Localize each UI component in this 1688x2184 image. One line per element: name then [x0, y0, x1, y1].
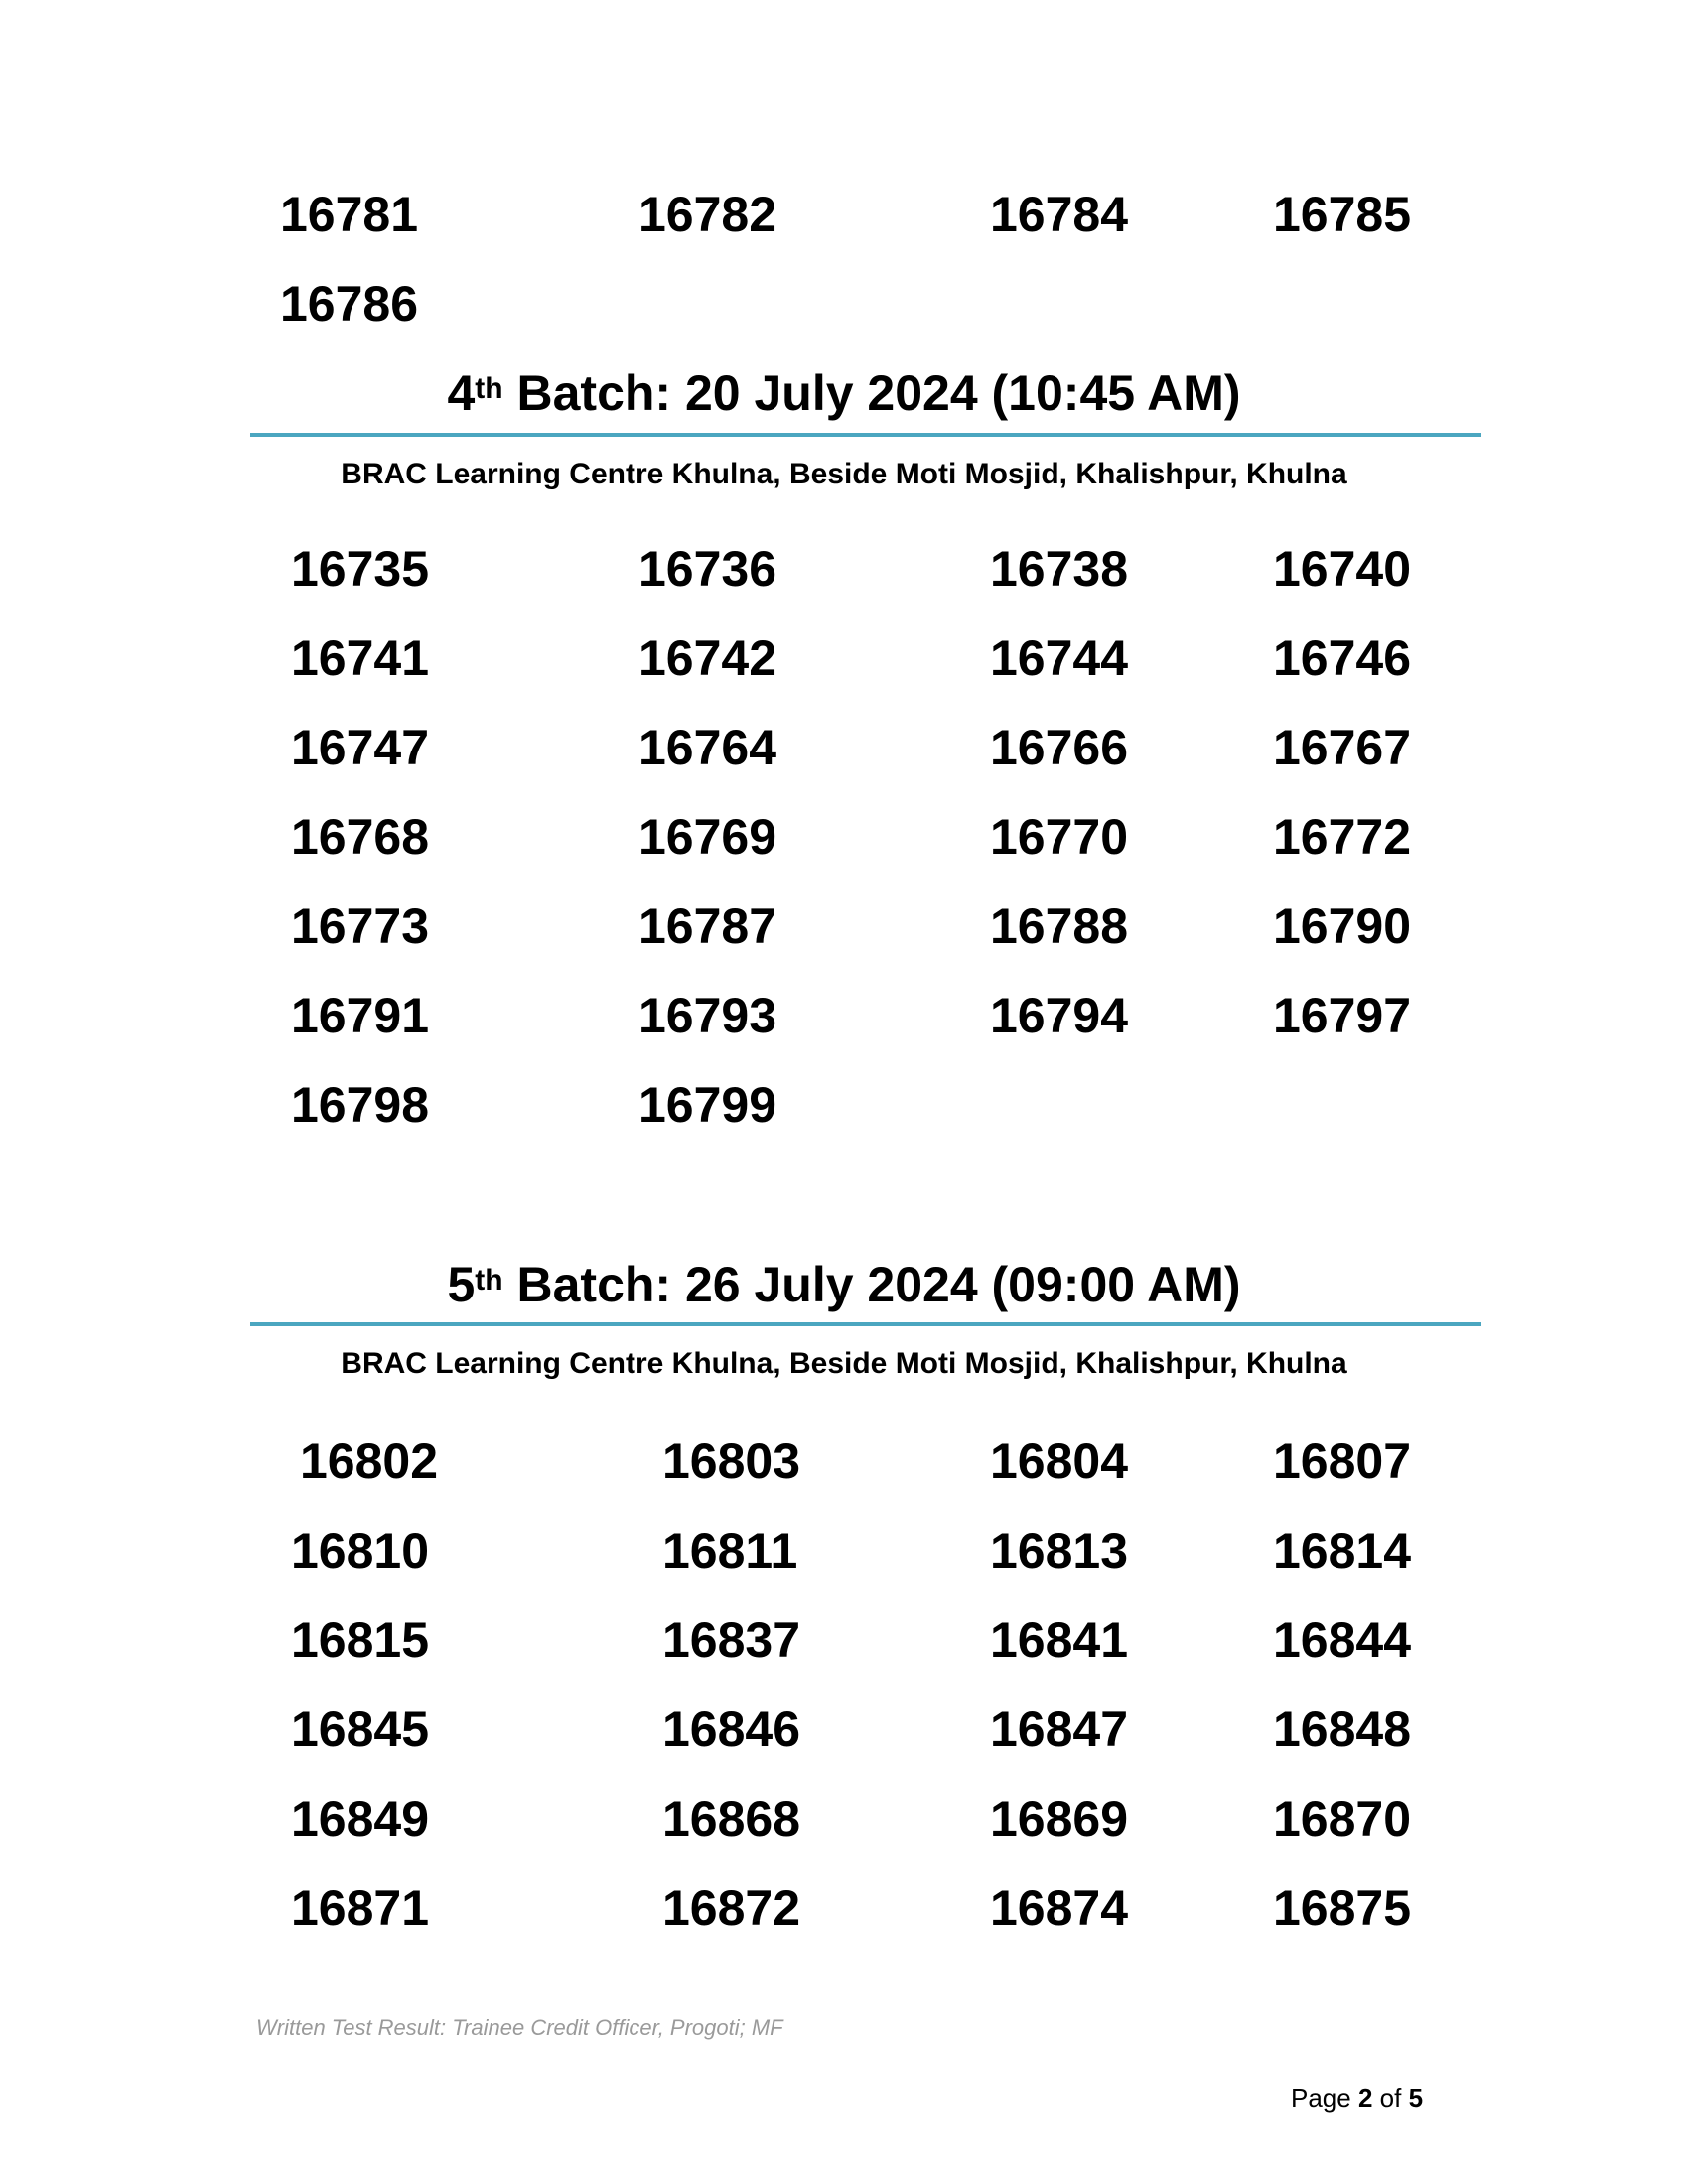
roll-number: 16793 [638, 988, 777, 1043]
roll-number: 16773 [291, 898, 430, 954]
roll-number: 16811 [662, 1523, 798, 1578]
footer-note: Written Test Result: Trainee Credit Officer, Progoti; MF [256, 2015, 783, 2040]
roll-number: 16847 [990, 1702, 1129, 1757]
page-number [1291, 2083, 1423, 2114]
roll-number: 16872 [662, 1880, 801, 1936]
roll-number: 16744 [990, 630, 1129, 686]
roll-number: 16770 [990, 809, 1129, 865]
roll-number: 16844 [1273, 1612, 1412, 1668]
roll-number: 16781 [280, 187, 419, 242]
roll-number: 16766 [990, 720, 1129, 775]
roll-number: 16841 [990, 1612, 1129, 1668]
roll-number: 16803 [662, 1433, 801, 1489]
roll-number: 16807 [1273, 1433, 1412, 1489]
roll-number: 16849 [291, 1791, 430, 1846]
batch-ordinal-suffix: th [475, 1264, 503, 1297]
roll-number: 16740 [1273, 541, 1412, 597]
roll-number: 16810 [291, 1523, 430, 1578]
roll-number: 16814 [1273, 1523, 1412, 1578]
page-label: Page [1291, 2083, 1358, 2113]
batch-divider [250, 1322, 1481, 1326]
roll-number: 16738 [990, 541, 1129, 597]
roll-number: 16787 [638, 898, 777, 954]
roll-number: 16798 [291, 1077, 430, 1133]
roll-number: 16791 [291, 988, 430, 1043]
roll-number: 16870 [1273, 1791, 1412, 1846]
roll-number: 16782 [638, 187, 777, 242]
roll-number: 16846 [662, 1702, 801, 1757]
roll-number: 16799 [638, 1077, 777, 1133]
roll-number: 16845 [291, 1702, 430, 1757]
batch-5-venue: BRAC Learning Centre Khulna, Beside Moti Mosjid, Khalishpur, Khulna [341, 1347, 1347, 1380]
page-total: 5 [1408, 2083, 1424, 2113]
roll-number: 16741 [291, 630, 430, 686]
roll-number: 16784 [990, 187, 1129, 242]
roll-number: 16790 [1273, 898, 1412, 954]
roll-number: 16874 [990, 1880, 1129, 1936]
roll-number: 16785 [1273, 187, 1412, 242]
roll-number: 16769 [638, 809, 777, 865]
roll-number: 16736 [638, 541, 777, 597]
batch-4-title [0, 363, 1688, 423]
roll-number: 16735 [291, 541, 430, 597]
roll-number: 16786 [280, 276, 419, 332]
roll-number: 16764 [638, 720, 777, 775]
roll-number: 16747 [291, 720, 430, 775]
batch-4-venue: BRAC Learning Centre Khulna, Beside Moti Mosjid, Khalishpur, Khulna [341, 458, 1347, 490]
roll-number: 16742 [638, 630, 777, 686]
roll-number: 16746 [1273, 630, 1412, 686]
roll-number: 16837 [662, 1612, 801, 1668]
roll-number: 16797 [1273, 988, 1412, 1043]
roll-number: 16813 [990, 1523, 1129, 1578]
batch-5-title [0, 1255, 1688, 1314]
roll-number: 16815 [291, 1612, 430, 1668]
batch-ordinal: 5 [447, 1257, 476, 1312]
roll-number: 16788 [990, 898, 1129, 954]
roll-number: 16772 [1273, 809, 1412, 865]
batch-ordinal-suffix: th [475, 372, 503, 405]
batch-title-text: Batch: 26 July 2024 (09:00 AM) [502, 1257, 1241, 1312]
page-of-label: of [1372, 2083, 1409, 2113]
roll-number: 16875 [1273, 1880, 1412, 1936]
batch-ordinal: 4 [447, 365, 476, 421]
roll-number: 16869 [990, 1791, 1129, 1846]
roll-number: 16767 [1273, 720, 1412, 775]
roll-number: 16802 [300, 1433, 439, 1489]
roll-number: 16848 [1273, 1702, 1412, 1757]
roll-number: 16868 [662, 1791, 801, 1846]
batch-title-text: Batch: 20 July 2024 (10:45 AM) [502, 365, 1241, 421]
page-current: 2 [1357, 2083, 1373, 2113]
batch-divider [250, 433, 1481, 437]
roll-number: 16871 [291, 1880, 430, 1936]
roll-number: 16768 [291, 809, 430, 865]
roll-number: 16794 [990, 988, 1129, 1043]
roll-number: 16804 [990, 1433, 1129, 1489]
